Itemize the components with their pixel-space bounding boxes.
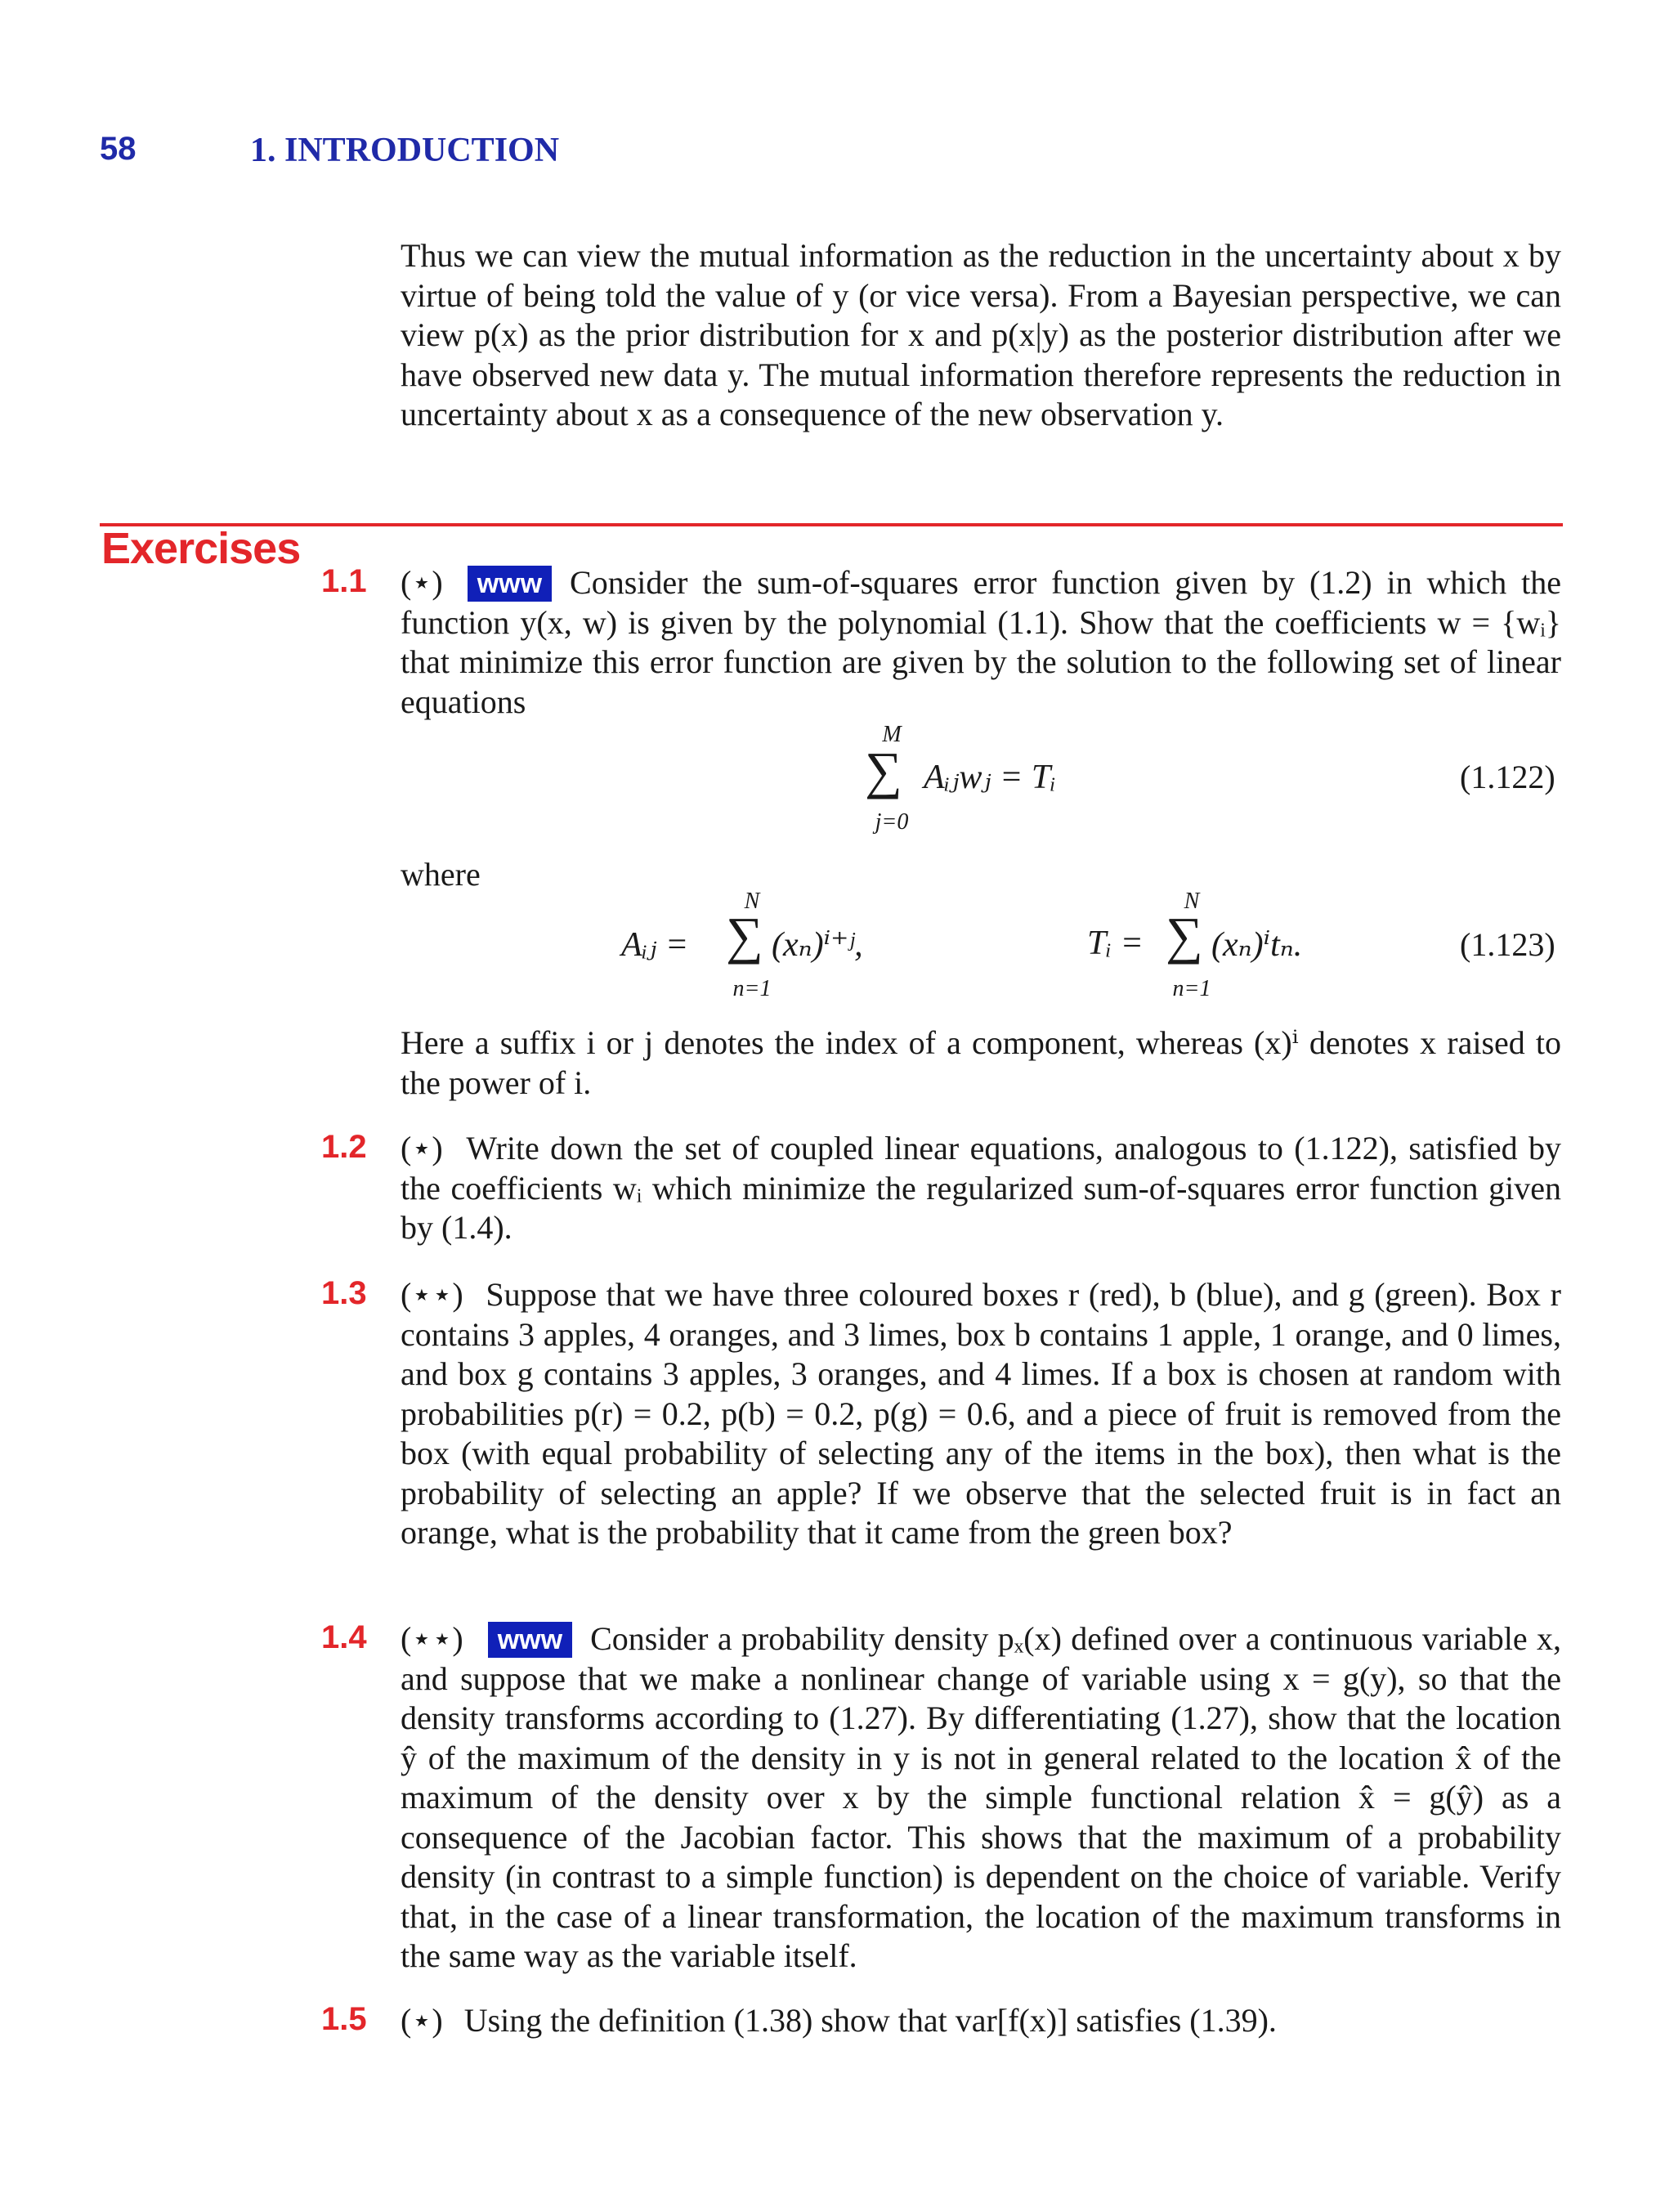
equation-a-lhs: Aᵢⱼ = [621, 926, 689, 964]
exercise-1-2 [401, 1129, 1561, 1248]
page-number: 58 [100, 131, 137, 167]
equation-1-122: Aᵢⱼwⱼ = Tᵢ [924, 759, 1056, 796]
sum-upper-limit: M [882, 722, 902, 747]
sum-lower-limit: j=0 [875, 809, 909, 835]
exercise-text: Suppose that we have three coloured boxes r (red), b (blue), and g (green). Box r contains 3 apples, 4 oranges, and 3 limes, box b contains 1 apple, 1 orange, and 0 limes, and box g contains 3 apples, 3 oranges, and 4 limes. If a box is chosen at random with probabilities p(r) = 0.2, p(b) = 0.2, p(g) = 0.6, and a piece of fruit is removed from the box (with equal probability of selecting any of the items in the box), then what is the probability of selecting an apple? If we observe that the selected fruit is in fact an orange, what is the probability that it came from the green box? [401, 1276, 1562, 1551]
exercises-heading: Exercises [101, 524, 301, 573]
difficulty-stars: (⋆⋆) [401, 1276, 463, 1313]
exercise-text: Here a suffix i or j denotes the index of a component, whereas (x)ⁱ denotes x raised to the power of i. [401, 1024, 1561, 1101]
sum-symbol: ∑ [865, 741, 902, 799]
exercise-number: 1.1 [321, 563, 367, 599]
equation-t-rhs: (xₙ)ⁱtₙ. [1211, 926, 1303, 964]
exercise-1-3 [401, 1275, 1561, 1553]
exercise-text: Using the definition (1.38) show that var[f(x)] satisfies (1.39). [463, 2002, 1277, 2039]
exercise-number: 1.4 [321, 1619, 367, 1655]
difficulty-stars: (⋆) [401, 2002, 443, 2039]
exercise-number: 1.2 [321, 1129, 367, 1165]
where-text: where [401, 856, 481, 893]
exercise-text: Consider the sum-of-squares error function given by (1.2) in which the function y(x, w) is given by the polynomial (1.1). Show that the coefficients w = {wᵢ} that minimize this error function are given by the solution to the following set of linear equations [401, 564, 1561, 720]
intro-paragraph [401, 236, 1561, 435]
exercise-number: 1.3 [321, 1275, 367, 1311]
www-badge[interactable]: www [468, 566, 552, 602]
www-badge[interactable]: www [488, 1622, 572, 1658]
sum-upper-limit: N [1184, 889, 1200, 914]
sum-symbol: ∑ [1166, 907, 1203, 965]
exercise-text: Write down the set of coupled linear equations, analogous to (1.122), satisfied by the coefficients wᵢ which minimize the regularized sum-of-squares error function given by (1.4). [401, 1130, 1561, 1246]
equation-label: (1.122) [1460, 759, 1555, 795]
exercise-number: 1.5 [321, 2001, 367, 2037]
difficulty-stars: (⋆) [401, 564, 443, 601]
sum-symbol: ∑ [726, 907, 763, 965]
exercise-text: Consider a probability density pₓ(x) defined over a continuous variable x, and suppose that we make a nonlinear change of variable using x = g(y), so that the density transforms according to (1.27). By differentiating (1.27), show that the location ŷ of the maximum of the density in y is not in general related to the location x̂ of the maximum of the density over x by the simple functional relation x̂ = g(ŷ) as a consequence of the Jacobian factor. This shows that the maximum of a probability density (in contrast to a simple function) is dependent on the choice of variable. Verify that, in the case of a linear transformation, the location of the maximum transforms in the same way as the variable itself. [401, 1620, 1561, 1974]
exercise-1-4 [401, 1619, 1561, 1977]
equation-label: (1.123) [1460, 926, 1555, 963]
sum-lower-limit: n=1 [732, 976, 772, 1001]
intro-text: Thus we can view the mutual information as the reduction in the uncertainty about x by virtue of being told the value of y (or vice versa). From a Bayesian perspective, we can view p(x) as the prior distribution for x and p(x|y) as the posterior distribution after we have observed new data y. The mutual information therefore represents the reduction in uncertainty about x as a consequence of the new observation y. [401, 237, 1561, 432]
sum-lower-limit: n=1 [1172, 976, 1211, 1001]
chapter-title: 1. INTRODUCTION [250, 132, 560, 169]
exercise-1-1 [401, 563, 1561, 722]
equation-a-rhs: (xₙ)ⁱ⁺ʲ, [772, 926, 863, 964]
difficulty-stars: (⋆⋆) [401, 1620, 463, 1657]
sum-upper-limit: N [744, 889, 760, 914]
equation-t-lhs: Tᵢ = [1087, 925, 1144, 962]
exercise-1-5 [401, 2001, 1561, 2041]
section-rule [100, 523, 1563, 526]
exercise-1-1-continuation [401, 1023, 1561, 1103]
difficulty-stars: (⋆) [401, 1130, 443, 1166]
